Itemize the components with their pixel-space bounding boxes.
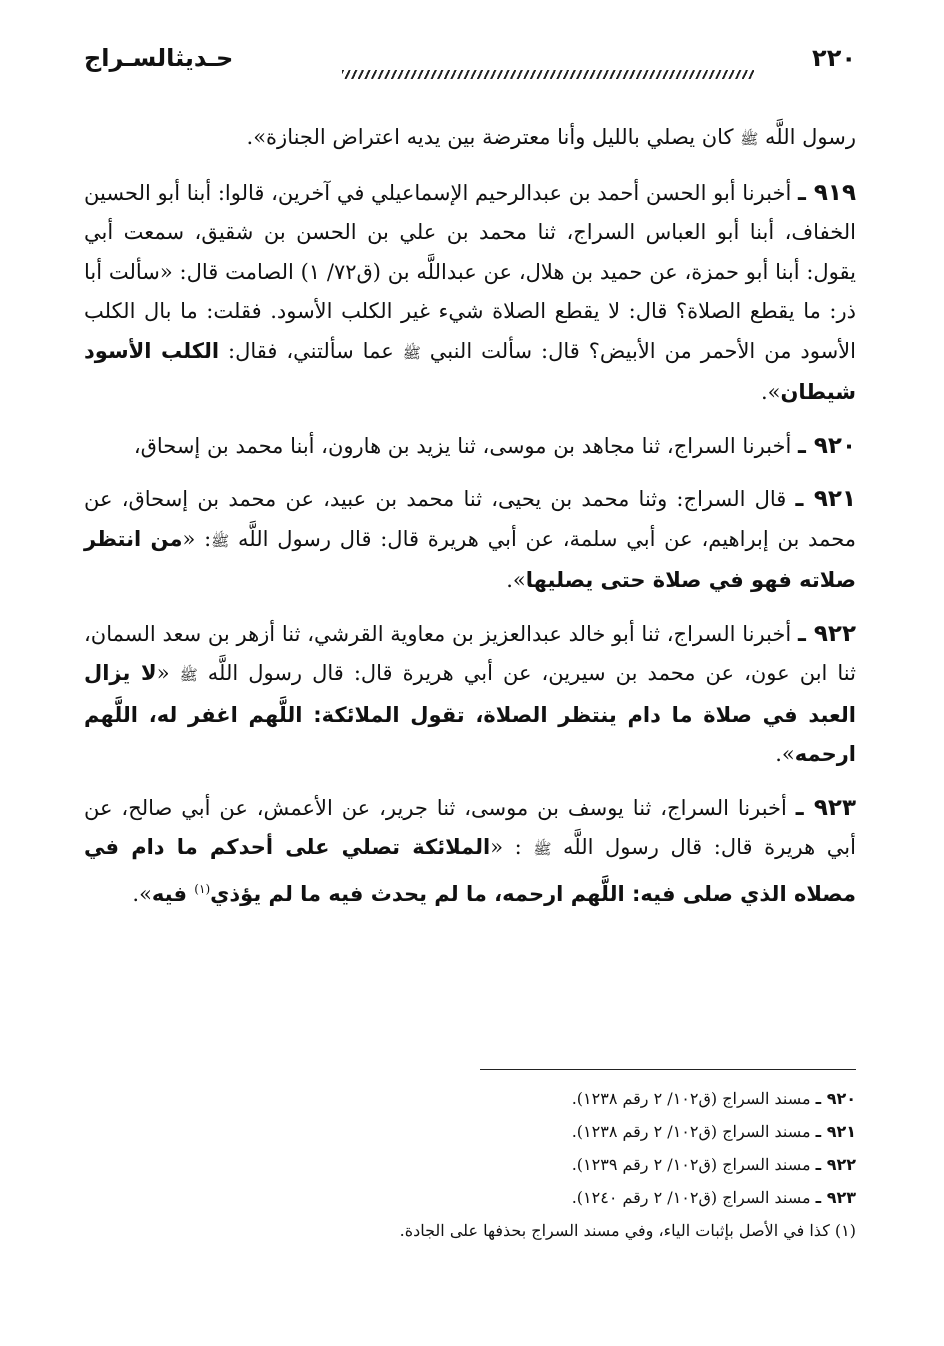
text-run: ». <box>506 568 526 592</box>
header-decorative-rule <box>342 70 754 79</box>
text-run: ». <box>132 881 152 906</box>
salawat-glyph: ﷺ <box>740 130 759 148</box>
hadith-number: ٩٢٣ ـ <box>795 794 856 821</box>
footnote-922 <box>84 1148 856 1181</box>
text-run: : « <box>490 835 534 859</box>
main-text <box>84 118 856 928</box>
salawat-glyph: ﷺ <box>402 343 421 362</box>
footnote-number: ٩٢٠ ـ <box>815 1089 856 1108</box>
footnote-number: ٩٢٢ ـ <box>815 1155 856 1174</box>
hadith-number: ٩١٩ ـ <box>797 179 856 206</box>
hadith-919 <box>84 174 856 413</box>
hadith-920 <box>84 427 856 467</box>
footnote-text: مسند السراج (ق١٠٢/ ٢ رقم ١٢٤٠). <box>571 1188 816 1207</box>
footnote-1 <box>84 1214 856 1247</box>
footnote-text: كذا في الأصل بإثبات الياء، وفي مسند السراج بحذفها على الجادة. <box>399 1221 835 1240</box>
text-run: أخبرنا السراج، ثنا أبو خالد عبدالعزيز بن معاوية القرشي، ثنا أزهر بن سعد السمان، ثنا ابن عون، عن محمد بن سيرين، عن أبي هريرة قال: قال رسول اللَّه <box>84 621 856 685</box>
text-run: أخبرنا أبو الحسن أحمد بن عبدالرحيم الإسماعيلي في آخرين، قالوا: أبنا أبو الحسين الخفاف، أبنا أبو العباس السراج، ثنا محمد بن علي بن الحسن بن شقيق، سمعت أبي يقول: أبنا أبو حمزة، عن حميد بن هلال، عن عبداللَّه بن (ق٧٢/ ١) الصامت قال: «سألت أبا ذر: ما يقطع الصلاة؟ قال: لا يقطع الصلاة شيء غير الكلب الأسود. فقلت: ما بال الكلب الأسود من الأحمر من الأبيض؟ قال: سألت النبي <box>84 180 856 363</box>
footnote-text: مسند السراج (ق١٠٢/ ٢ رقم ١٢٣٨). <box>571 1089 816 1108</box>
text-run: « <box>156 661 180 685</box>
salawat-glyph: ﷺ <box>533 840 552 858</box>
hadith-matn: من انتظر صلاته فهو في صلاة حتى يصليها <box>84 526 856 592</box>
hadith-number: ٩٢٢ ـ <box>797 620 856 647</box>
hadith-matn: الملائكة تصلي على أحدكم ما دام في مصلاه الذي صلى فيه: اللَّهم ارحمه، ما لم يحدث فيه ما لم يؤذي <box>84 835 856 906</box>
hadith-matn: فيه <box>151 881 195 906</box>
footnote-number: ٩٢١ ـ <box>815 1122 856 1141</box>
text-run: كان يصلي بالليل وأنا معترضة بين يديه اعتراض الجنازة». <box>246 125 741 149</box>
running-title: حـديثالسـراج <box>84 44 234 72</box>
text-run: رسول اللَّه <box>758 125 856 149</box>
text-run: : « <box>182 526 212 551</box>
salawat-glyph: ﷺ <box>211 531 230 550</box>
text-run: ». <box>760 380 781 404</box>
footnote-920 <box>84 1082 856 1115</box>
footnote-text: مسند السراج (ق١٠٢/ ٢ رقم ١٢٣٩). <box>571 1155 816 1174</box>
footnote-marker[interactable]: (١) <box>194 881 211 896</box>
page-number: ٢٢٠ <box>812 44 856 72</box>
salawat-glyph: ﷺ <box>179 666 198 684</box>
footnote-923 <box>84 1181 856 1214</box>
footnote-text: مسند السراج (ق١٠٢/ ٢ رقم ١٢٣٨). <box>571 1122 816 1141</box>
page-header <box>84 44 856 88</box>
footnote-separator <box>480 1069 856 1070</box>
hadith-922 <box>84 615 856 775</box>
hadith-921 <box>84 480 856 601</box>
footnotes <box>84 1082 856 1247</box>
hadith-matn: الكلب الأسود شيطان <box>84 338 856 404</box>
text-run: أخبرنا السراج، ثنا يوسف بن موسى، ثنا جرير، عن الأعمش، عن أبي صالح، عن أبي هريرة قال: قال رسول اللَّه <box>84 795 856 859</box>
hadith-923 <box>84 789 856 915</box>
text-run: أخبرنا السراج، ثنا مجاهد بن موسى، ثنا يزيد بن هارون، أبنا محمد بن إسحاق، <box>133 433 798 458</box>
footnote-number: ٩٢٣ ـ <box>815 1188 856 1207</box>
hadith-matn: لا يزال العبد في صلاة ما دام ينتظر الصلاة، تقول الملائكة: اللَّهم اغفر له، اللَّهم ارحمه <box>84 661 856 766</box>
text-run: عما سألتني، فقال: <box>219 338 403 363</box>
text-run: ». <box>775 742 795 766</box>
text-run: قال السراج: وثنا محمد بن يحيى، ثنا محمد بن عبيد، عن محمد بن إسحاق، عن محمد بن إبراهيم، عن أبي سلمة، عن أبي هريرة قال: قال رسول اللَّه <box>84 487 856 551</box>
footnote-number: (١) <box>834 1221 856 1240</box>
paragraph-continuation <box>84 118 856 160</box>
footnote-921 <box>84 1115 856 1148</box>
hadith-number: ٩٢١ ـ <box>795 486 856 512</box>
hadith-number: ٩٢٠ ـ <box>798 432 856 459</box>
